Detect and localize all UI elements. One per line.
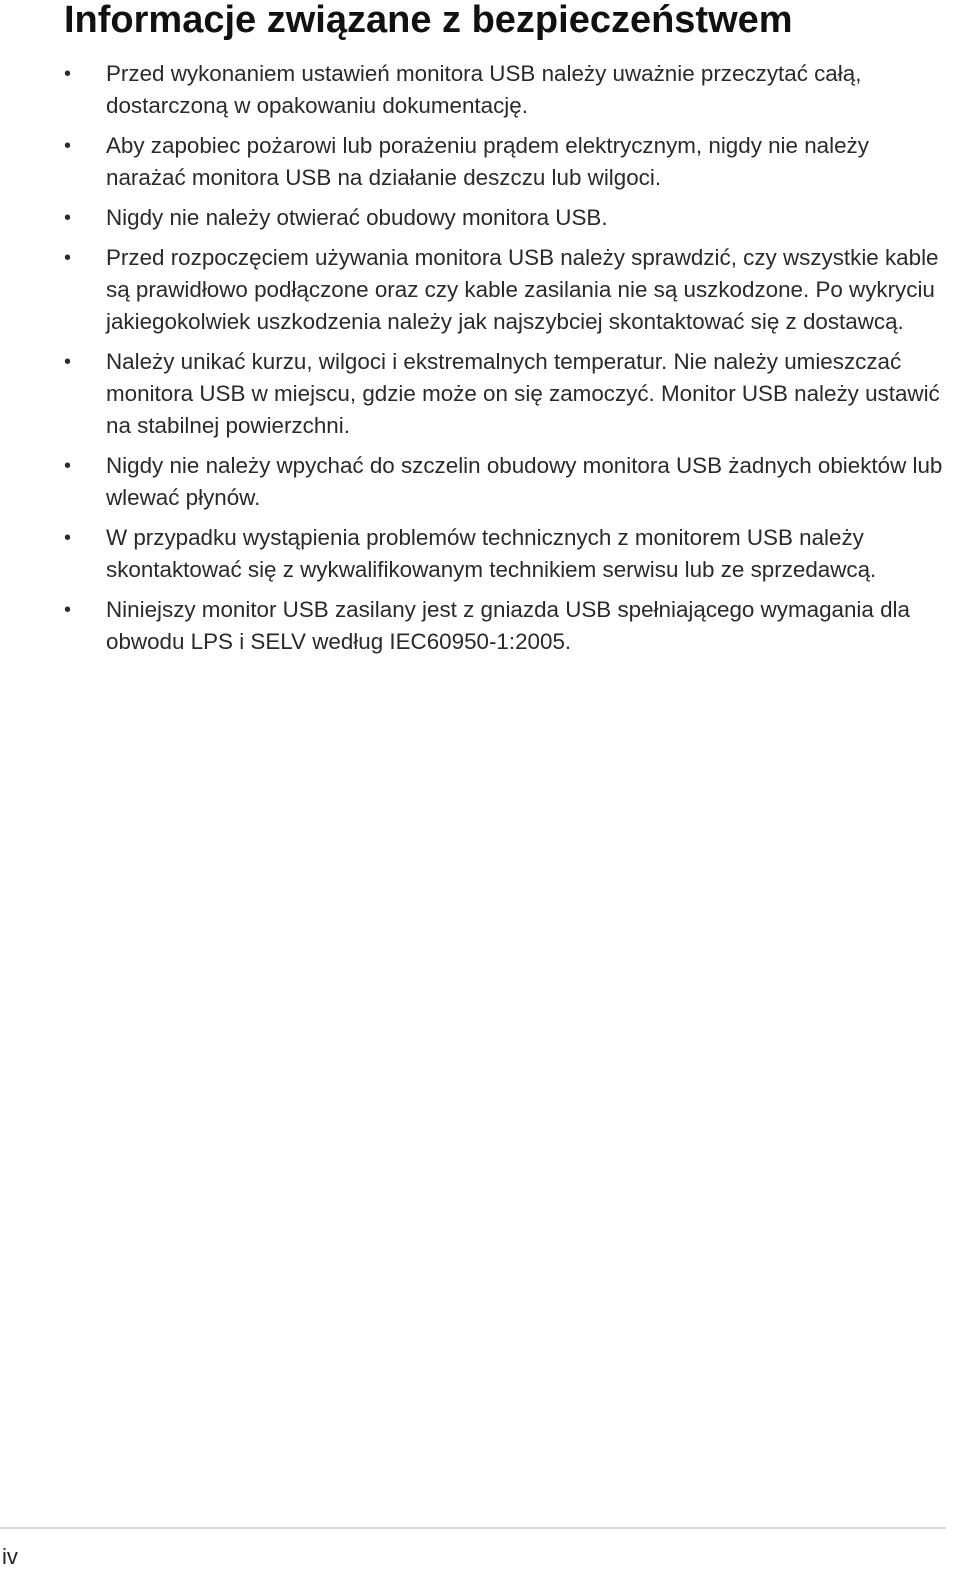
- list-item: [0, 346, 960, 442]
- list-item: [0, 522, 960, 586]
- bullet-icon: •: [64, 527, 72, 549]
- list-item: [0, 594, 960, 658]
- list-item-text: Należy unikać kurzu, wilgoci i ekstremalnych temperatur. Nie należy umieszczać monitora USB w miejscu, gdzie może on się zamoczyć. Monitor USB należy ustawić na stabilnej powierzchni.: [106, 349, 940, 438]
- bullet-icon: •: [64, 351, 72, 373]
- list-item: [0, 58, 960, 122]
- bullet-icon: •: [64, 455, 72, 477]
- bullet-icon: •: [64, 247, 72, 269]
- safety-list: [0, 58, 960, 666]
- list-item-text: Nigdy nie należy wpychać do szczelin obudowy monitora USB żadnych obiektów lub wlewać płynów.: [106, 453, 943, 510]
- page-title: Informacje związane z bezpieczeństwem: [64, 0, 793, 41]
- list-item: [0, 130, 960, 194]
- list-item: [0, 202, 960, 234]
- bullet-icon: •: [64, 207, 72, 229]
- list-item-text: W przypadku wystąpienia problemów technicznych z monitorem USB należy skontaktować się z wykwalifikowanym technikiem serwisu lub ze sprzedawcą.: [106, 525, 877, 582]
- list-item-text: Przed rozpoczęciem używania monitora USB należy sprawdzić, czy wszystkie kable są prawidłowo podłączone oraz czy kable zasilania nie są uszkodzone. Po wykryciu jakiegokolwiek uszkodzenia należy jak najszybciej skontaktować się z dostawcą.: [106, 245, 939, 334]
- footer-divider: [0, 1527, 946, 1529]
- list-item: [0, 242, 960, 338]
- bullet-icon: •: [64, 135, 72, 157]
- list-item: [0, 450, 960, 514]
- list-item-text: Aby zapobiec pożarowi lub porażeniu prądem elektrycznym, nigdy nie należy narażać monitora USB na działanie deszczu lub wilgoci.: [106, 133, 869, 190]
- page-number: iv: [2, 1544, 18, 1569]
- list-item-text: Nigdy nie należy otwierać obudowy monitora USB.: [106, 205, 608, 230]
- bullet-icon: •: [64, 599, 72, 621]
- bullet-icon: •: [64, 63, 72, 85]
- list-item-text: Niniejszy monitor USB zasilany jest z gniazda USB spełniającego wymagania dla obwodu LPS i SELV według IEC60950-1:2005.: [106, 597, 910, 654]
- list-item-text: Przed wykonaniem ustawień monitora USB należy uważnie przeczytać całą, dostarczoną w opakowaniu dokumentację.: [106, 61, 862, 118]
